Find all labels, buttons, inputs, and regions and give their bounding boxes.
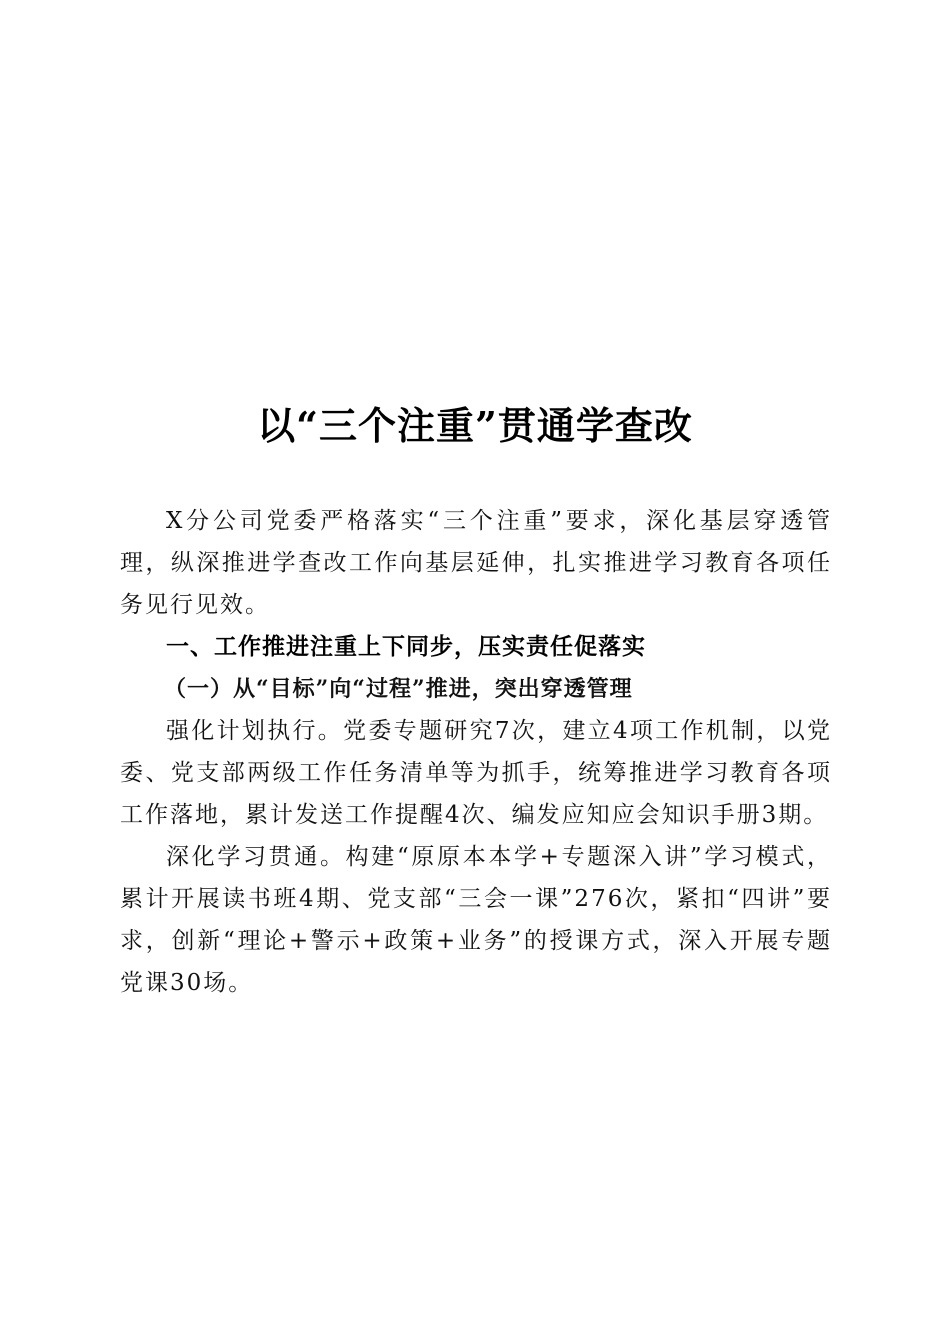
document-title: 以“三个注重”贯通学查改	[257, 403, 693, 448]
intro-paragraph: X分公司党委严格落实“三个注重”要求，深化基层穿透管理，纵深推进学查改工作向基层延伸，扎实推进学习教育各项任务见行见效。	[120, 508, 832, 618]
document-body	[120, 500, 832, 1004]
body-paragraph: 强化计划执行。党委专题研究7次，建立4项工作机制，以党委、党支部两级工作任务清单等为抓手，统筹推进学习教育各项工作落地，累计发送工作提醒4次、编发应知应会知识手册3期。	[120, 718, 832, 828]
section-heading: 一、工作推进注重上下同步，压实责任促落实	[166, 634, 646, 660]
body-paragraph: 深化学习贯通。构建“原原本本学+专题深入讲”学习模式，累计开展读书班4期、党支部“三会一课”276次，紧扣“四讲”要求，创新“理论+警示+政策+业务”的授课方式，深入开展专题党课30场。	[120, 844, 832, 996]
subsection-heading: （一）从“目标”向“过程”推进，突出穿透管理	[164, 676, 633, 702]
